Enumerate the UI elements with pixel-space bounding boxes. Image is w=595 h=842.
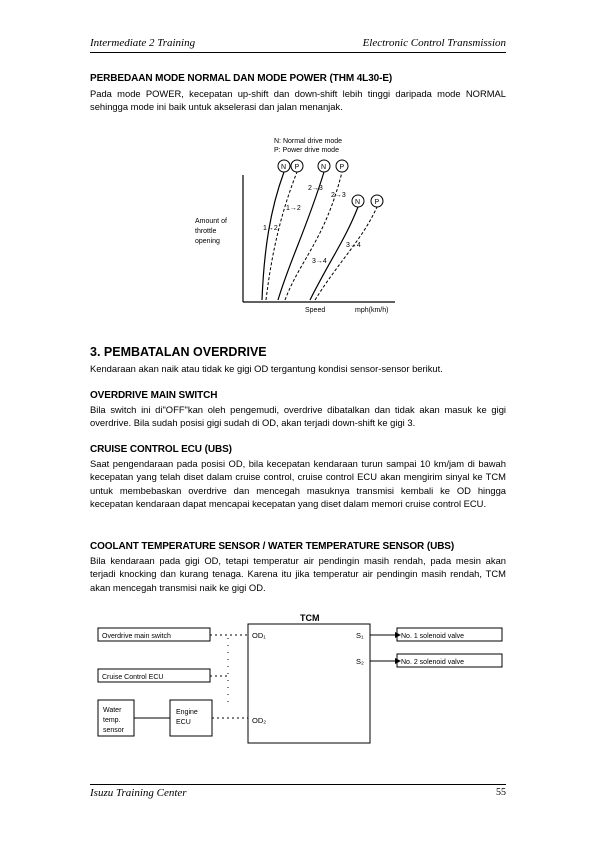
marker-p-2-label: P (339, 164, 345, 171)
subheading-od-switch: OVERDRIVE MAIN SWITCH (90, 390, 218, 401)
shift-pattern-diagram (190, 130, 410, 320)
tcm-od1-label: OD₁ (252, 631, 266, 640)
tcm-od2-label: OD₂ (252, 716, 267, 725)
marker-n-1-label: N (281, 164, 287, 171)
tcm-box (248, 624, 370, 743)
water-sensor-label-3: sensor (103, 727, 125, 734)
y-axis-label-1: Amount of (195, 218, 227, 225)
y-axis-label-2: throttle (195, 228, 217, 235)
shift-label-1-2-left: 1→2 (263, 225, 278, 232)
header-right: Electronic Control Transmission (362, 37, 506, 49)
engine-ecu-label-2: ECU (176, 719, 191, 726)
section-title-mode: PERBEDAAN MODE NORMAL DAN MODE POWER (THM 4L30-E) (90, 73, 393, 84)
cruise-ecu-label: Cruise Control ECU (102, 674, 164, 681)
curve-n-3-4 (310, 207, 358, 300)
paragraph-coolant: Bila kendaraan pada gigi OD, tetapi temperatur air pendingin masih rendah, pada mesin akan terjadi knocking dan kurang tenaga. Karena itu jika temperatur air pendingin masih rendah, TCM akan mencegah transmisi naik ke gigi OD. (90, 555, 506, 593)
engine-ecu-box (170, 700, 212, 736)
shift-label-3-4-right: 3→4 (346, 242, 361, 249)
subheading-cruise: CRUISE CONTROL ECU (UBS) (90, 444, 232, 455)
x-axis-unit: mph(km/h) (355, 307, 389, 314)
header-left: Intermediate 2 Training (90, 37, 196, 49)
solenoid-1-label: No. 1 solenoid valve (401, 633, 465, 640)
tcm-s2-label: S₂ (356, 657, 364, 666)
header-rule (90, 52, 506, 53)
curve-p-3-4 (315, 207, 377, 300)
shift-label-2-3-right: 2→3 (331, 192, 346, 199)
shift-label-3-4-left: 3→4 (312, 258, 327, 265)
marker-p-1-label: P (294, 164, 300, 171)
marker-n-2-label: N (321, 164, 327, 171)
section-heading-overdrive: 3. PEMBATALAN OVERDRIVE (90, 345, 267, 359)
shift-label-1-2-right: 1→2 (286, 205, 301, 212)
subheading-coolant: COOLANT TEMPERATURE SENSOR / WATER TEMPERATURE SENSOR (UBS) (90, 541, 455, 552)
tcm-label: TCM (300, 613, 320, 623)
paragraph-intro: Kendaraan akan naik atau tidak ke gigi OD tergantung kondisi sensor-sensor berikut. (90, 363, 443, 374)
marker-n-3-label: N (355, 199, 361, 206)
legend-normal: N: Normal drive mode (274, 138, 343, 145)
water-sensor-label-1: Water (103, 707, 122, 714)
y-axis-label-3: opening (195, 238, 220, 245)
legend-power: P: Power drive mode (274, 147, 339, 154)
tcm-block-diagram (90, 608, 510, 748)
water-sensor-label-2: temp. (103, 717, 121, 724)
curve-p-1-2 (266, 172, 297, 300)
footer-left: Isuzu Training Center (90, 787, 187, 799)
solenoid-2-label: No. 2 solenoid valve (401, 659, 465, 666)
tcm-s1-label: S₁ (356, 631, 364, 640)
footer-rule (90, 784, 506, 785)
x-axis-label: Speed (305, 307, 326, 314)
shift-label-2-3-left: 2→3 (308, 185, 323, 192)
page-number: 55 (496, 787, 506, 798)
curve-n-1-2 (262, 172, 284, 300)
paragraph-cruise: Saat pengendaraan pada posisi OD, bila kecepatan kendaraan turun sampai 10 km/jam di bawah kecepatan yang telah diset dalam cruise control, cruise control ECU akan mengirim sinyal ke TCM untuk membebaskan overdrive dan mencegah masuknya transmisi kembali ke OD hingga kecepatan kendaraan dapat mencapai kecepatan yang diset dalam memori cruise control ECU. (90, 458, 506, 509)
engine-ecu-label-1: Engine (176, 709, 198, 716)
paragraph-od-switch: Bila switch ini di"OFF"kan oleh pengemudi, overdrive dibatalkan dan tidak akan masuk ke gigi overdrive. Bila sudah posisi gigi sudah di OD, akan terjadi down-shift ke gigi 3. (90, 404, 506, 429)
paragraph-mode: Pada mode POWER, kecepatan up-shift dan down-shift lebih tinggi daripada mode NORMAL sehingga mode ini baik untuk akselerasi dan jalan menanjak. (90, 88, 506, 113)
marker-p-3-label: P (374, 199, 380, 206)
od-switch-label: Overdrive main switch (102, 633, 171, 640)
